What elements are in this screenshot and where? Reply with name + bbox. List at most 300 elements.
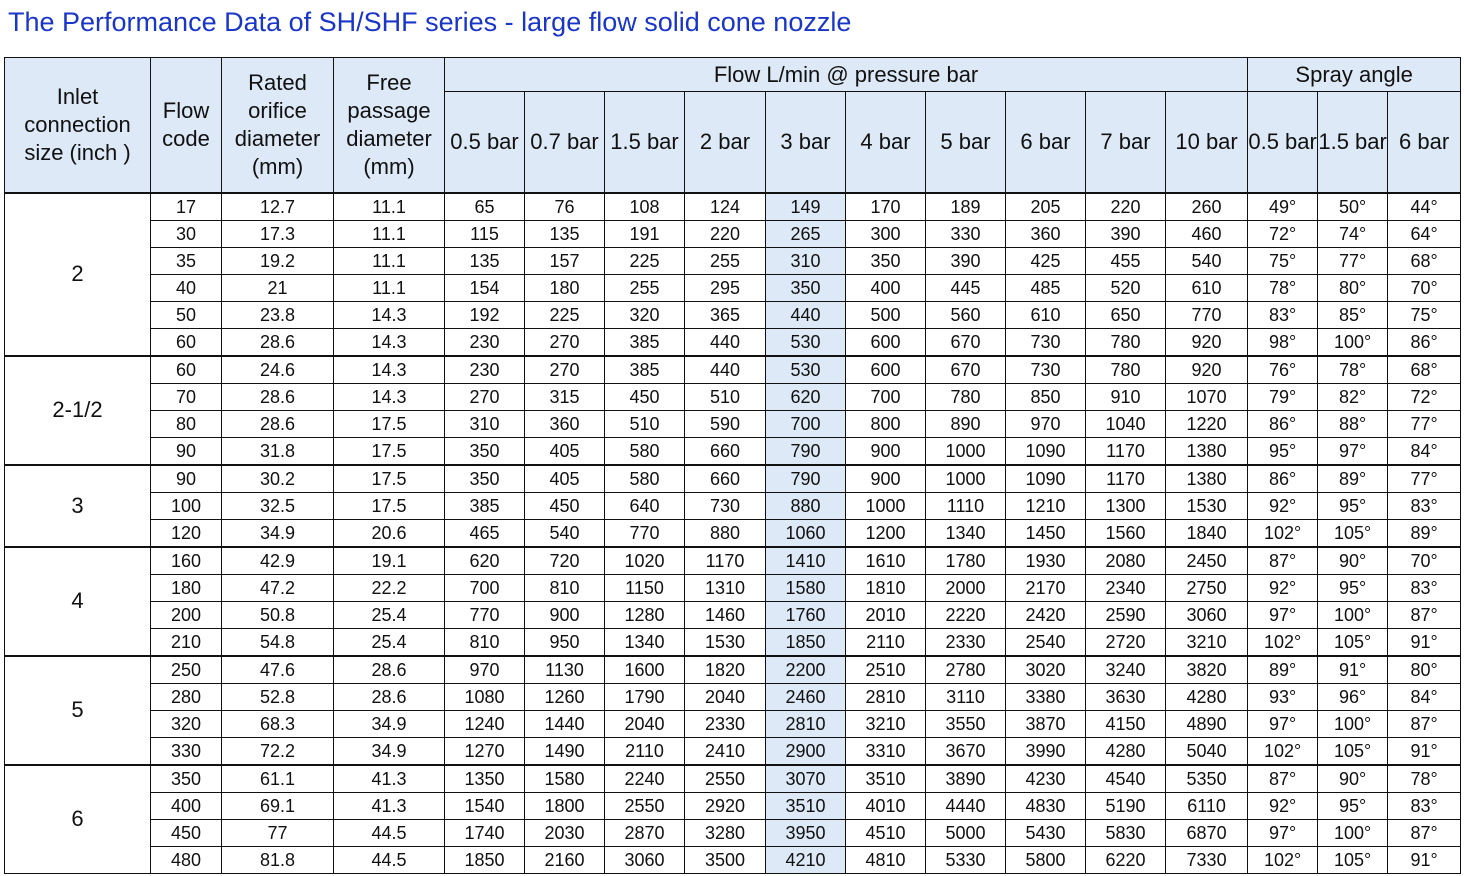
table-cell: 79°: [1248, 383, 1318, 410]
table-cell: 3210: [846, 710, 926, 737]
table-cell: 44°: [1388, 193, 1461, 221]
table-cell: 660: [685, 437, 766, 465]
table-cell: 880: [685, 519, 766, 547]
table-cell: 3240: [1086, 656, 1166, 684]
table-cell: 120: [151, 519, 222, 547]
table-cell: 4010: [846, 792, 926, 819]
table-cell: 6220: [1086, 846, 1166, 873]
table-row: [5, 328, 1461, 356]
table-cell: 95°: [1318, 792, 1388, 819]
table-cell: 47.2: [222, 574, 334, 601]
table-cell: 1780: [926, 547, 1006, 575]
table-cell: 1810: [846, 574, 926, 601]
table-cell: 17: [151, 193, 222, 221]
table-cell: 54.8: [222, 628, 334, 656]
table-cell: 810: [445, 628, 525, 656]
table-cell: 76°: [1248, 356, 1318, 384]
table-cell: 4830: [1006, 792, 1086, 819]
table-cell: 2240: [605, 765, 685, 793]
table-cell: 1530: [1166, 492, 1248, 519]
table-cell: 102°: [1248, 737, 1318, 765]
table-cell: 72.2: [222, 737, 334, 765]
table-cell: 3510: [846, 765, 926, 793]
table-cell: 41.3: [334, 765, 445, 793]
table-cell: 210: [151, 628, 222, 656]
table-cell: 610: [1006, 301, 1086, 328]
table-cell: 70°: [1388, 274, 1461, 301]
table-cell: 17.5: [334, 465, 445, 493]
table-cell: 330: [151, 737, 222, 765]
table-cell: 108: [605, 193, 685, 221]
table-cell: 87°: [1248, 765, 1318, 793]
table-cell: 1840: [1166, 519, 1248, 547]
table-cell: 100°: [1318, 328, 1388, 356]
table-cell: 650: [1086, 301, 1166, 328]
table-row: [5, 437, 1461, 465]
table-cell: 52.8: [222, 683, 334, 710]
table-cell: 1280: [605, 601, 685, 628]
table-cell: 2110: [846, 628, 926, 656]
table-cell: 1800: [525, 792, 605, 819]
table-cell: 1540: [445, 792, 525, 819]
table-cell: 255: [685, 247, 766, 274]
table-cell: 86°: [1248, 465, 1318, 493]
flow-pressure-header: 5 bar: [926, 92, 1006, 193]
table-cell: 78°: [1248, 274, 1318, 301]
table-cell: 30: [151, 220, 222, 247]
table-cell: 105°: [1318, 846, 1388, 873]
table-cell: 480: [151, 846, 222, 873]
table-cell: 270: [525, 356, 605, 384]
table-cell: 135: [445, 247, 525, 274]
table-cell: 191: [605, 220, 685, 247]
table-cell: 80: [151, 410, 222, 437]
table-cell: 90°: [1318, 547, 1388, 575]
table-cell: 2200: [766, 656, 846, 684]
table-cell: 1060: [766, 519, 846, 547]
table-cell: 4540: [1086, 765, 1166, 793]
table-cell: 77: [222, 819, 334, 846]
table-cell: 86°: [1248, 410, 1318, 437]
table-cell: 3020: [1006, 656, 1086, 684]
table-row: [5, 492, 1461, 519]
table-cell: 83°: [1248, 301, 1318, 328]
table-cell: 17.5: [334, 437, 445, 465]
table-cell: 2220: [926, 601, 1006, 628]
table-cell: 600: [846, 356, 926, 384]
table-cell: 1490: [525, 737, 605, 765]
table-cell: 350: [846, 247, 926, 274]
table-cell: 230: [445, 328, 525, 356]
table-cell: 95°: [1248, 437, 1318, 465]
table-cell: 1090: [1006, 437, 1086, 465]
table-cell: 92°: [1248, 792, 1318, 819]
table-cell: 1450: [1006, 519, 1086, 547]
table-cell: 920: [1166, 328, 1248, 356]
table-cell: 91°: [1318, 656, 1388, 684]
table-cell: 97°: [1248, 819, 1318, 846]
table-cell: 100: [151, 492, 222, 519]
table-cell: 77°: [1388, 465, 1461, 493]
table-cell: 11.1: [334, 193, 445, 221]
table-cell: 3380: [1006, 683, 1086, 710]
table-cell: 47.6: [222, 656, 334, 684]
table-cell: 730: [685, 492, 766, 519]
table-cell: 135: [525, 220, 605, 247]
table-cell: 970: [1006, 410, 1086, 437]
table-cell: 225: [525, 301, 605, 328]
table-cell: 85°: [1318, 301, 1388, 328]
table-cell: 28.6: [334, 683, 445, 710]
table-cell: 265: [766, 220, 846, 247]
table-cell: 2720: [1086, 628, 1166, 656]
table-cell: 780: [926, 383, 1006, 410]
table-cell: 1350: [445, 765, 525, 793]
table-cell: 900: [525, 601, 605, 628]
table-cell: 61.1: [222, 765, 334, 793]
table-cell: 90: [151, 437, 222, 465]
table-cell: 28.6: [222, 328, 334, 356]
table-cell: 35: [151, 247, 222, 274]
table-cell: 92°: [1248, 492, 1318, 519]
table-row: [5, 656, 1461, 684]
table-cell: 3550: [926, 710, 1006, 737]
table-cell: 95°: [1318, 574, 1388, 601]
table-row: [5, 356, 1461, 384]
table-cell: 330: [926, 220, 1006, 247]
table-cell: 5800: [1006, 846, 1086, 873]
table-cell: 84°: [1388, 683, 1461, 710]
table-cell: 91°: [1388, 737, 1461, 765]
table-cell: 700: [766, 410, 846, 437]
table-cell: 1110: [926, 492, 1006, 519]
table-cell: 320: [151, 710, 222, 737]
table-cell: 610: [1166, 274, 1248, 301]
table-cell: 102°: [1248, 519, 1318, 547]
table-cell: 620: [766, 383, 846, 410]
table-cell: 770: [605, 519, 685, 547]
table-cell: 2420: [1006, 601, 1086, 628]
table-cell: 115: [445, 220, 525, 247]
table-cell: 230: [445, 356, 525, 384]
table-cell: 160: [151, 547, 222, 575]
table-cell: 105°: [1318, 519, 1388, 547]
table-cell: 620: [445, 547, 525, 575]
table-cell: 4280: [1086, 737, 1166, 765]
table-cell: 220: [1086, 193, 1166, 221]
table-cell: 1560: [1086, 519, 1166, 547]
table-cell: 50: [151, 301, 222, 328]
table-cell: 95°: [1318, 492, 1388, 519]
table-cell: 1380: [1166, 437, 1248, 465]
table-cell: 1850: [445, 846, 525, 873]
angle-pressure-header: 1.5 bar: [1318, 92, 1388, 193]
table-cell: 790: [766, 437, 846, 465]
table-cell: 780: [1086, 328, 1166, 356]
table-cell: 850: [1006, 383, 1086, 410]
table-cell: 3280: [685, 819, 766, 846]
table-cell: 92°: [1248, 574, 1318, 601]
table-cell: 405: [525, 465, 605, 493]
table-cell: 385: [605, 328, 685, 356]
table-cell: 2780: [926, 656, 1006, 684]
table-cell: 580: [605, 465, 685, 493]
table-cell: 6110: [1166, 792, 1248, 819]
table-cell: 24.6: [222, 356, 334, 384]
header-spray-angle-group: Spray angle: [1248, 58, 1461, 92]
table-cell: 1000: [926, 465, 1006, 493]
table-cell: 80°: [1388, 656, 1461, 684]
table-cell: 21: [222, 274, 334, 301]
table-row: [5, 247, 1461, 274]
table-cell: 730: [1006, 328, 1086, 356]
inlet-size-cell: 3: [5, 465, 151, 547]
header-orifice-diameter: Rated orifice diameter (mm): [222, 58, 334, 193]
table-cell: 1580: [525, 765, 605, 793]
table-cell: 93°: [1248, 683, 1318, 710]
table-cell: 1090: [1006, 465, 1086, 493]
table-cell: 1610: [846, 547, 926, 575]
table-cell: 520: [1086, 274, 1166, 301]
table-cell: 20.6: [334, 519, 445, 547]
table-cell: 390: [926, 247, 1006, 274]
table-cell: 102°: [1248, 846, 1318, 873]
table-cell: 2510: [846, 656, 926, 684]
table-cell: 220: [685, 220, 766, 247]
table-cell: 19.1: [334, 547, 445, 575]
table-cell: 530: [766, 328, 846, 356]
table-cell: 12.7: [222, 193, 334, 221]
table-cell: 1260: [525, 683, 605, 710]
table-cell: 670: [926, 356, 1006, 384]
table-cell: 400: [151, 792, 222, 819]
table-cell: 90°: [1318, 765, 1388, 793]
table-cell: 80°: [1318, 274, 1388, 301]
table-cell: 770: [1166, 301, 1248, 328]
angle-pressure-header: 6 bar: [1388, 92, 1461, 193]
table-cell: 440: [685, 328, 766, 356]
table-cell: 880: [766, 492, 846, 519]
table-cell: 100°: [1318, 819, 1388, 846]
table-cell: 1300: [1086, 492, 1166, 519]
table-cell: 1200: [846, 519, 926, 547]
table-cell: 88°: [1318, 410, 1388, 437]
table-cell: 770: [445, 601, 525, 628]
table-cell: 225: [605, 247, 685, 274]
table-cell: 720: [525, 547, 605, 575]
table-cell: 28.6: [222, 383, 334, 410]
table-cell: 60: [151, 356, 222, 384]
table-cell: 75°: [1388, 301, 1461, 328]
table-cell: 102°: [1248, 628, 1318, 656]
table-cell: 1070: [1166, 383, 1248, 410]
table-cell: 4440: [926, 792, 1006, 819]
table-cell: 270: [525, 328, 605, 356]
table-cell: 41.3: [334, 792, 445, 819]
table-cell: 34.9: [334, 737, 445, 765]
table-cell: 14.3: [334, 356, 445, 384]
table-cell: 910: [1086, 383, 1166, 410]
table-cell: 295: [685, 274, 766, 301]
table-cell: 3110: [926, 683, 1006, 710]
table-cell: 87°: [1248, 547, 1318, 575]
table-row: [5, 410, 1461, 437]
table-cell: 25.4: [334, 628, 445, 656]
table-cell: 96°: [1318, 683, 1388, 710]
table-cell: 4890: [1166, 710, 1248, 737]
table-cell: 1820: [685, 656, 766, 684]
table-cell: 1760: [766, 601, 846, 628]
table-cell: 1310: [685, 574, 766, 601]
table-cell: 900: [846, 437, 926, 465]
table-cell: 70: [151, 383, 222, 410]
performance-table: [4, 57, 1461, 874]
header-flow-group: Flow L/min @ pressure bar: [445, 58, 1248, 92]
table-cell: 3870: [1006, 710, 1086, 737]
table-cell: 2000: [926, 574, 1006, 601]
table-cell: 89°: [1388, 519, 1461, 547]
table-cell: 3990: [1006, 737, 1086, 765]
table-cell: 78°: [1318, 356, 1388, 384]
table-cell: 4210: [766, 846, 846, 873]
table-cell: 91°: [1388, 628, 1461, 656]
table-cell: 97°: [1248, 710, 1318, 737]
table-cell: 180: [525, 274, 605, 301]
table-cell: 5040: [1166, 737, 1248, 765]
table-cell: 320: [605, 301, 685, 328]
table-cell: 5000: [926, 819, 1006, 846]
table-cell: 97°: [1318, 437, 1388, 465]
table-row: [5, 792, 1461, 819]
table-cell: 4510: [846, 819, 926, 846]
table-row: [5, 628, 1461, 656]
table-cell: 310: [766, 247, 846, 274]
table-cell: 460: [1166, 220, 1248, 247]
table-cell: 2590: [1086, 601, 1166, 628]
flow-pressure-header: 0.7 bar: [525, 92, 605, 193]
table-cell: 83°: [1388, 574, 1461, 601]
table-cell: 2040: [685, 683, 766, 710]
inlet-size-cell: 2: [5, 193, 151, 356]
page-title: The Performance Data of SH/SHF series - large flow solid cone nozzle: [8, 7, 852, 37]
table-cell: 920: [1166, 356, 1248, 384]
table-cell: 310: [445, 410, 525, 437]
table-cell: 2540: [1006, 628, 1086, 656]
table-cell: 1440: [525, 710, 605, 737]
table-cell: 590: [685, 410, 766, 437]
flow-pressure-header: 3 bar: [766, 92, 846, 193]
table-cell: 465: [445, 519, 525, 547]
table-cell: 5190: [1086, 792, 1166, 819]
table-cell: 640: [605, 492, 685, 519]
table-cell: 28.6: [222, 410, 334, 437]
table-cell: 810: [525, 574, 605, 601]
table-cell: 400: [846, 274, 926, 301]
table-cell: 2460: [766, 683, 846, 710]
table-cell: 83°: [1388, 792, 1461, 819]
table-cell: 450: [605, 383, 685, 410]
table-cell: 84°: [1388, 437, 1461, 465]
table-cell: 3670: [926, 737, 1006, 765]
table-row: [5, 765, 1461, 793]
header-inlet-size: Inlet connection size (inch ): [5, 58, 151, 193]
table-cell: 1270: [445, 737, 525, 765]
table-cell: 87°: [1388, 601, 1461, 628]
table-row: [5, 193, 1461, 221]
table-cell: 730: [1006, 356, 1086, 384]
table-cell: 440: [766, 301, 846, 328]
table-cell: 3060: [1166, 601, 1248, 628]
table-cell: 124: [685, 193, 766, 221]
table-cell: 154: [445, 274, 525, 301]
table-cell: 17.5: [334, 410, 445, 437]
table-cell: 510: [605, 410, 685, 437]
flow-pressure-header: 4 bar: [846, 92, 926, 193]
table-cell: 445: [926, 274, 1006, 301]
table-cell: 3950: [766, 819, 846, 846]
table-cell: 450: [525, 492, 605, 519]
table-cell: 900: [846, 465, 926, 493]
table-cell: 790: [766, 465, 846, 493]
table-cell: 34.9: [222, 519, 334, 547]
table-cell: 90: [151, 465, 222, 493]
table-cell: 11.1: [334, 274, 445, 301]
table-cell: 87°: [1388, 819, 1461, 846]
table-cell: 81.8: [222, 846, 334, 873]
table-cell: 4230: [1006, 765, 1086, 793]
table-cell: 1410: [766, 547, 846, 575]
table-cell: 97°: [1248, 601, 1318, 628]
table-cell: 87°: [1388, 710, 1461, 737]
table-cell: 1580: [766, 574, 846, 601]
table-cell: 17.5: [334, 492, 445, 519]
table-cell: 4810: [846, 846, 926, 873]
table-cell: 50.8: [222, 601, 334, 628]
flow-pressure-header: 10 bar: [1166, 92, 1248, 193]
table-cell: 1850: [766, 628, 846, 656]
table-cell: 2080: [1086, 547, 1166, 575]
table-cell: 1020: [605, 547, 685, 575]
table-cell: 360: [525, 410, 605, 437]
table-cell: 69.1: [222, 792, 334, 819]
table-cell: 1380: [1166, 465, 1248, 493]
table-cell: 30.2: [222, 465, 334, 493]
table-cell: 86°: [1388, 328, 1461, 356]
table-cell: 1170: [1086, 437, 1166, 465]
table-cell: 660: [685, 465, 766, 493]
table-row: [5, 519, 1461, 547]
table-row: [5, 274, 1461, 301]
angle-pressure-header: 0.5 bar: [1248, 92, 1318, 193]
table-cell: 189: [926, 193, 1006, 221]
table-cell: 950: [525, 628, 605, 656]
inlet-size-cell: 2-1/2: [5, 356, 151, 465]
flow-pressure-header: 0.5 bar: [445, 92, 525, 193]
table-cell: 68°: [1388, 247, 1461, 274]
table-cell: 970: [445, 656, 525, 684]
table-cell: 105°: [1318, 737, 1388, 765]
table-cell: 280: [151, 683, 222, 710]
table-cell: 350: [445, 437, 525, 465]
table-cell: 2010: [846, 601, 926, 628]
table-cell: 74°: [1318, 220, 1388, 247]
table-cell: 200: [151, 601, 222, 628]
table-cell: 2340: [1086, 574, 1166, 601]
table-row: [5, 846, 1461, 873]
table-cell: 89°: [1318, 465, 1388, 493]
table-cell: 2330: [685, 710, 766, 737]
table-cell: 390: [1086, 220, 1166, 247]
